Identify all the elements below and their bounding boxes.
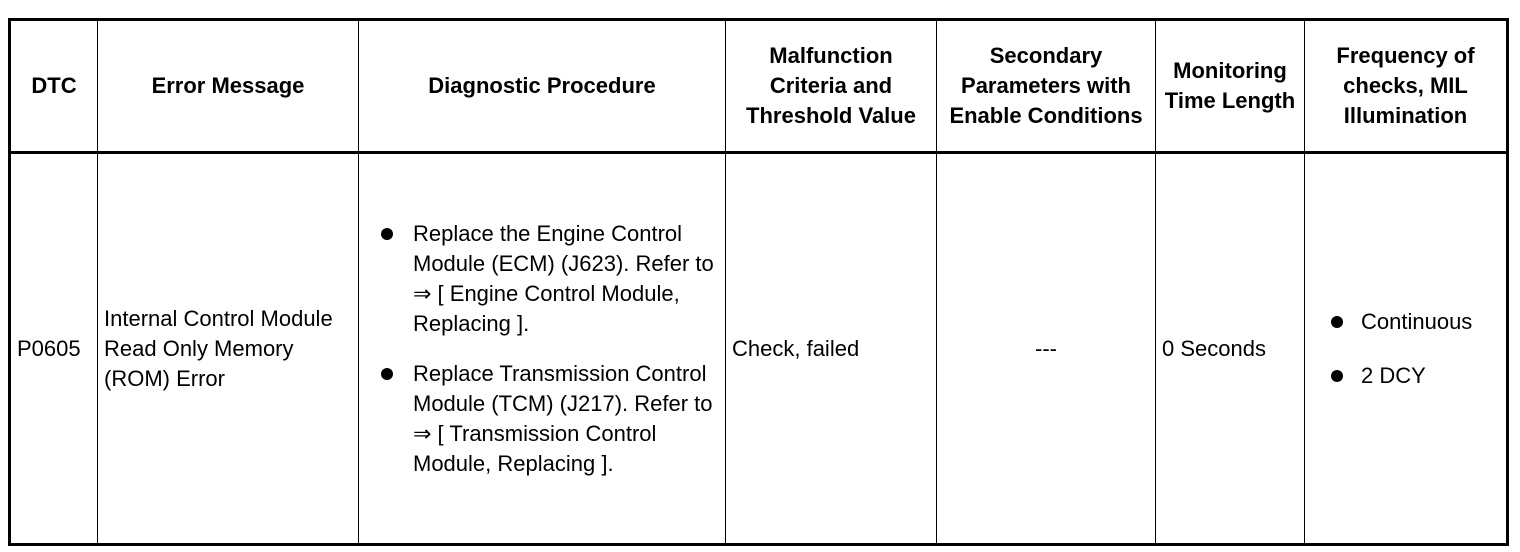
frequency-list: [1311, 307, 1500, 391]
header-secondary-parameters: Secondary Parameters with Enable Conditions: [937, 20, 1156, 153]
header-frequency: Frequency of checks, MIL Illumination: [1305, 20, 1508, 153]
cell-diagnostic-procedure: [359, 153, 726, 545]
cell-frequency: [1305, 153, 1508, 545]
table-header: [10, 20, 1508, 153]
table-row: [10, 153, 1508, 545]
header-error-message: Error Message: [98, 20, 359, 153]
frequency-item: Continuous: [1311, 307, 1500, 337]
procedure-list: [365, 219, 719, 479]
header-diagnostic-procedure: Diagnostic Procedure: [359, 20, 726, 153]
dtc-table: [8, 18, 1509, 546]
frequency-item: 2 DCY: [1311, 361, 1500, 391]
header-monitoring-time: Monitoring Time Length: [1156, 20, 1305, 153]
procedure-step: Replace Transmission Control Module (TCM) (J217). Refer to ⇒ [ Transmission Control Module, Replacing ].: [365, 359, 719, 479]
procedure-step: Replace the Engine Control Module (ECM) (J623). Refer to ⇒ [ Engine Control Module, Replacing ].: [365, 219, 719, 339]
header-dtc: DTC: [10, 20, 98, 153]
cell-secondary-parameters: ---: [937, 153, 1156, 545]
header-malfunction-criteria: Malfunction Criteria and Threshold Value: [726, 20, 937, 153]
header-row: [10, 20, 1508, 153]
cell-dtc: P0605: [10, 153, 98, 545]
cell-monitoring-time: 0 Seconds: [1156, 153, 1305, 545]
cell-error-message: Internal Control Module Read Only Memory (ROM) Error: [98, 153, 359, 545]
cell-malfunction-criteria: Check, failed: [726, 153, 937, 545]
